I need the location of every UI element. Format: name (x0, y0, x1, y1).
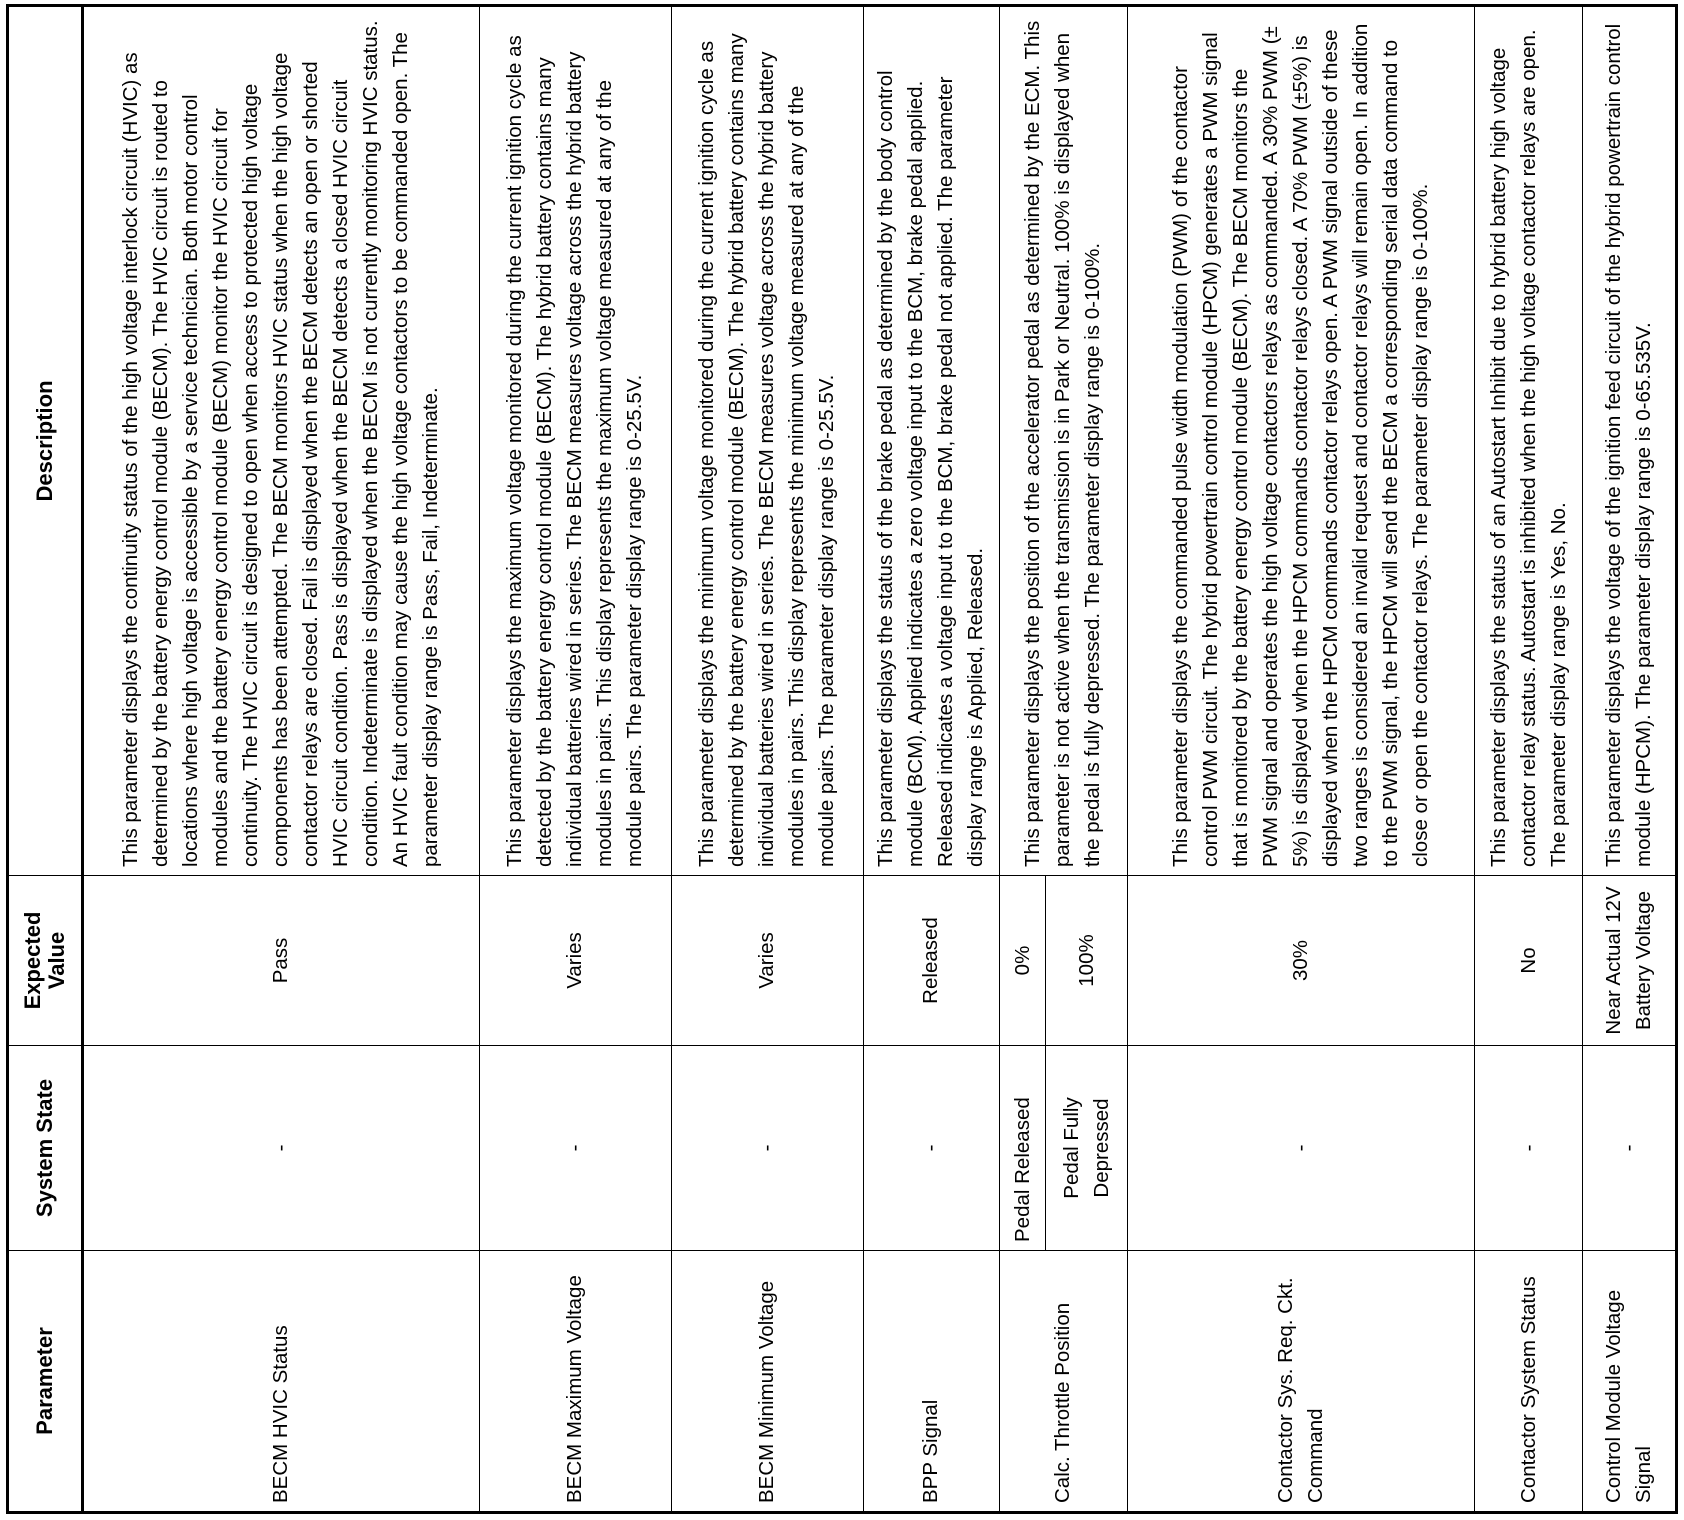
system-state-cell: Pedal Released (999, 1046, 1046, 1251)
system-state-cell: Pedal Fully Depressed (1046, 1046, 1128, 1251)
system-state-cell: - (1128, 1046, 1475, 1251)
description-cell: This parameter displays the voltage of the ignition feed circuit of the hybrid powertrain control module (HPCM). The parameter display range is 0-65.535V. (1583, 6, 1677, 876)
system-state-cell: - (479, 1046, 671, 1251)
table-row (1474, 6, 1582, 1513)
table-row (479, 6, 671, 1513)
parameter-cell: BPP Signal (863, 1251, 999, 1513)
table-row (1583, 6, 1677, 1513)
header-system-state: System State (8, 1046, 83, 1251)
table-row (672, 6, 863, 1513)
parameter-cell: Contactor System Status (1474, 1251, 1582, 1513)
expected-value-cell: No (1474, 876, 1582, 1046)
description-cell: This parameter displays the status of an Autostart Inhibit due to hybrid battery high voltage contactor relay status. Autostart is inhibited when the high voltage contactor relays are open. The parameter display range is Yes, No. (1474, 6, 1582, 876)
parameter-cell: Calc. Throttle Position (999, 1251, 1128, 1513)
header-expected-value: Expected Value (8, 876, 83, 1046)
parameter-cell: BECM Minimum Voltage (672, 1251, 863, 1513)
expected-value-cell: Near Actual 12V Battery Voltage (1583, 876, 1677, 1046)
table-row (1128, 6, 1475, 1513)
system-state-cell: - (672, 1046, 863, 1251)
header-description: Description (8, 6, 83, 876)
expected-value-cell: Released (863, 876, 999, 1046)
expected-value-cell: Varies (672, 876, 863, 1046)
description-cell: This parameter displays the status of the brake pedal as determined by the body control module (BCM). Applied indicates a zero voltage input to the BCM, brake pedal applied. Released indicates a voltage input to the BCM, brake pedal not applied. The parameter display range is Applied, Released. (863, 6, 999, 876)
expected-value-cell: Pass (83, 876, 480, 1046)
description-cell: This parameter displays the minimum voltage monitored during the current ignition cycle as determined by the battery energy control module (BECM). The hybrid battery contains many individual batteries wired in series. The BECM measures voltage across the hybrid battery modules in pairs. This display represents the minimum voltage measured at any of the module pairs. The parameter display range is 0-25.5V. (672, 6, 863, 876)
expected-value-cell: Varies (479, 876, 671, 1046)
description-cell: This parameter displays the continuity status of the high voltage interlock circuit (HVIC) as determined by the battery energy control module (BECM). The HVIC circuit is routed to locations where high voltage is accessible by a service technician. Both motor control modules and the battery energy control module (BECM) monitor the HVIC circuit for continuity. The HVIC circuit is designed to open when access to protected high voltage components has been attempted. The BECM monitors HVIC status when the high voltage contactor relays are closed. Fail is displayed when the BECM detects an open or shorted HVIC circuit condition. Pass is displayed when the BECM detects a closed HVIC circuit condition. Indeterminate is displayed when the BECM is not currently monitoring HVIC status. An HVIC fault condition may cause the high voltage contactors to be commanded open. The parameter display range is Pass, Fail, Indeterminate. (83, 6, 480, 876)
description-cell: This parameter displays the maximum voltage monitored during the current ignition cycle as detected by the battery energy control module (BECM). The hybrid battery contains many individual batteries wired in series. The BECM measures voltage across the hybrid battery modules in pairs. This display represents the maximum voltage measured at any of the module pairs. The parameter display range is 0-25.5V. (479, 6, 671, 876)
expected-value-cell: 30% (1128, 876, 1475, 1046)
parameter-cell: BECM Maximum Voltage (479, 1251, 671, 1513)
system-state-cell: - (1474, 1046, 1582, 1251)
system-state-cell: - (863, 1046, 999, 1251)
table-row (999, 6, 1046, 1513)
system-state-cell: - (1583, 1046, 1677, 1251)
expected-value-cell: 100% (1046, 876, 1128, 1046)
parameter-cell: Contactor Sys. Req. Ckt. Command (1128, 1251, 1475, 1513)
expected-value-cell: 0% (999, 876, 1046, 1046)
table-row (863, 6, 999, 1513)
table-header-row (8, 6, 83, 1513)
parameter-cell: BECM HVIC Status (83, 1251, 480, 1513)
parameter-table (6, 4, 1678, 1514)
description-cell: This parameter displays the position of the accelerator pedal as determined by the ECM. This parameter is not active when the transmission is in Park or Neutral. 100% is displayed when the pedal is fully depressed. The parameter display range is 0-100%. (999, 6, 1128, 876)
header-parameter: Parameter (8, 1251, 83, 1513)
table-row (83, 6, 480, 1513)
rotated-table-container (6, 7, 1678, 1514)
description-cell: This parameter displays the commanded pulse width modulation (PWM) of the contactor control PWM circuit. The hybrid powertrain control module (HPCM) generates a PWM signal that is monitored by the battery energy control module (BECM). The BECM monitors the PWM signal and operates the high voltage contactors relays as commanded. A 30% PWM (± 5%) is displayed when the HPCM commands contactor relays closed. A 70% PWM (±5%) is displayed when the HPCM commands contactor relays open. A PWM signal outside of these two ranges is considered an invalid request and contactor relays will remain open. In addition to the PWM signal, the HPCM will send the BECM a corresponding serial data command to close or open the contactor relays. The parameter display range is 0-100%. (1128, 6, 1475, 876)
parameter-cell: Control Module Voltage Signal (1583, 1251, 1677, 1513)
system-state-cell: - (83, 1046, 480, 1251)
